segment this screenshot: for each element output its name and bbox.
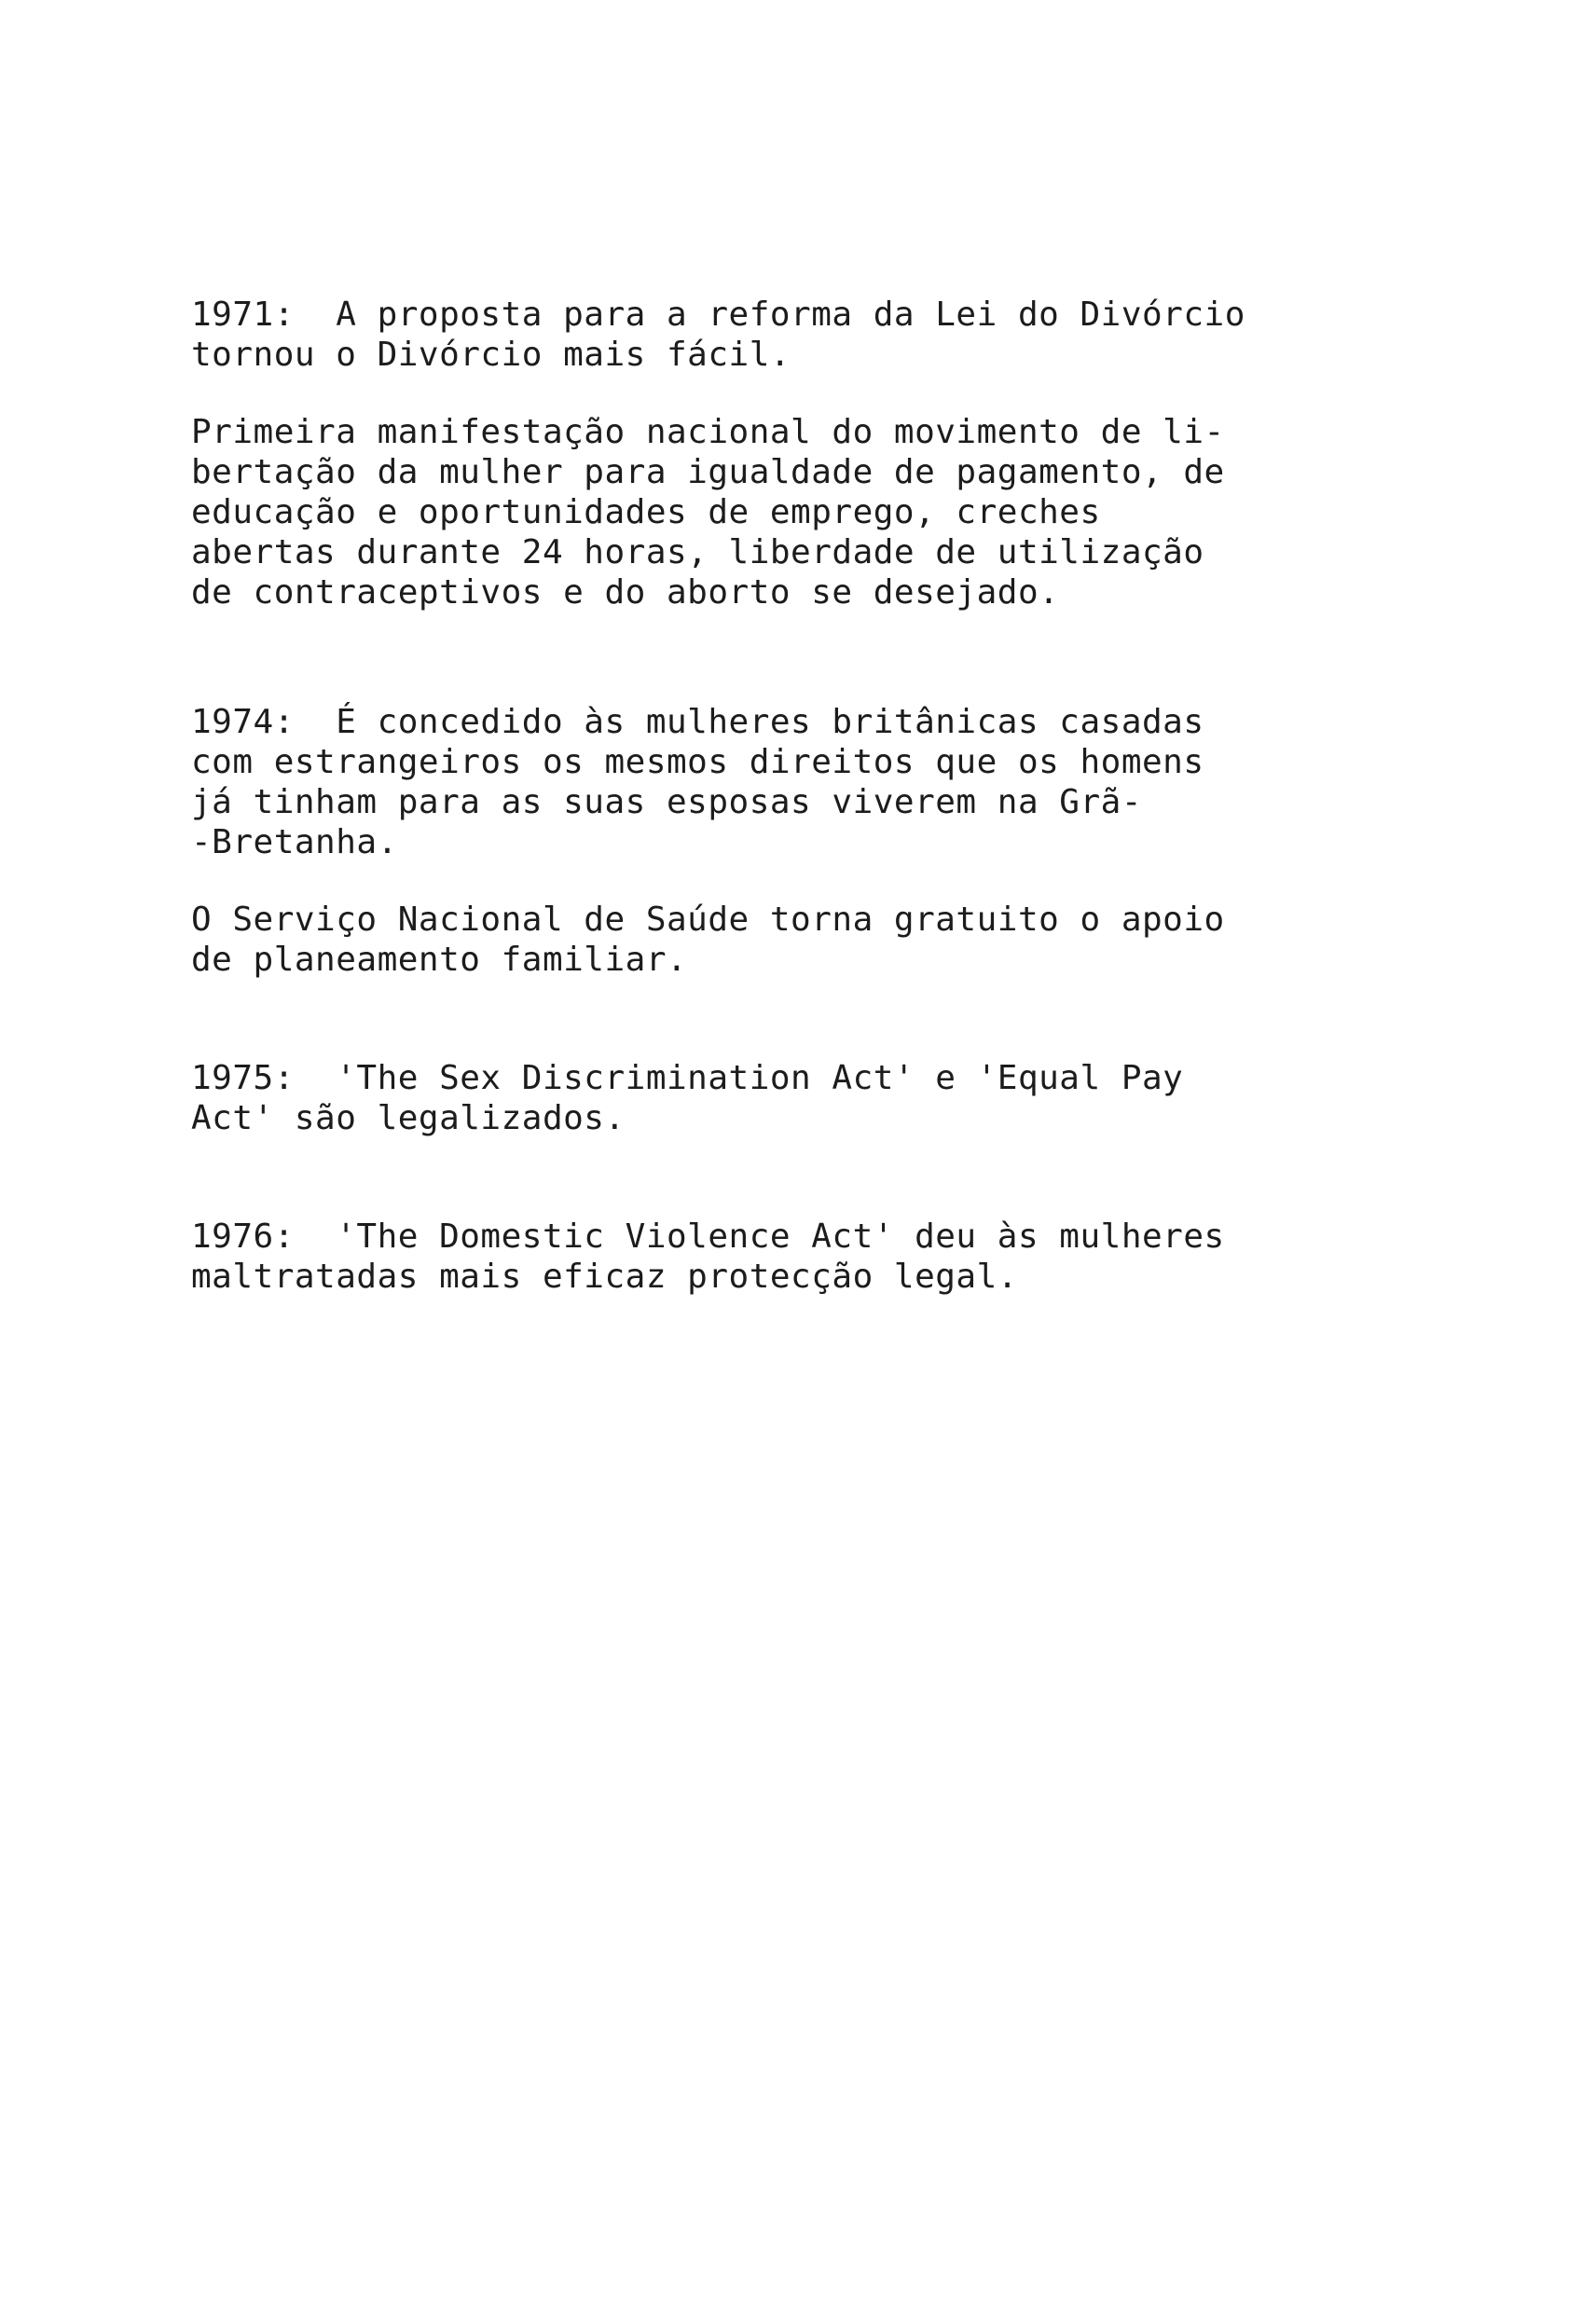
text-line: 1976: 'The Domestic Violence Act' deu às mulheres [191, 1217, 1225, 1256]
entry-1971-manifestation [191, 412, 1403, 612]
text-line: 1971: A proposta para a reforma da Lei do Divórcio [191, 296, 1245, 334]
text-line: 1974: É concedido às mulheres britânicas casadas [191, 703, 1204, 741]
text-line: educação e oportunidades de emprego, creches [191, 493, 1101, 531]
entry-1975 [191, 1058, 1403, 1138]
text-line: já tinham para as suas esposas viverem na Grã- [191, 783, 1142, 821]
entry-1974-health-service [191, 900, 1403, 980]
text-line: de contraceptivos e do aborto se desejado. [191, 573, 1060, 612]
paragraph-spacer [191, 862, 1403, 900]
text-line: O Serviço Nacional de Saúde torna gratuito o apoio [191, 901, 1225, 939]
text-line: tornou o Divórcio mais fácil. [191, 336, 791, 374]
entry-1976 [191, 1217, 1403, 1297]
text-line: de planeamento familiar. [191, 941, 688, 979]
text-line: bertação da mulher para igualdade de pagamento, de [191, 453, 1225, 491]
document-body [191, 295, 1403, 1297]
entry-1971 [191, 295, 1403, 375]
paragraph-spacer [191, 980, 1403, 1058]
text-line: 1975: 'The Sex Discrimination Act' e 'Equal Pay [191, 1059, 1184, 1097]
text-line: -Bretanha. [191, 823, 398, 861]
text-line: abertas durante 24 horas, liberdade de utilização [191, 533, 1204, 571]
entry-1974 [191, 702, 1403, 862]
paragraph-spacer [191, 612, 1403, 702]
text-line: com estrangeiros os mesmos direitos que os homens [191, 743, 1204, 781]
paragraph-spacer [191, 1138, 1403, 1217]
paragraph-spacer [191, 375, 1403, 412]
text-line: Primeira manifestação nacional do movimento de li- [191, 413, 1225, 451]
text-line: maltratadas mais eficaz protecção legal. [191, 1258, 1018, 1296]
text-line: Act' são legalizados. [191, 1099, 626, 1137]
